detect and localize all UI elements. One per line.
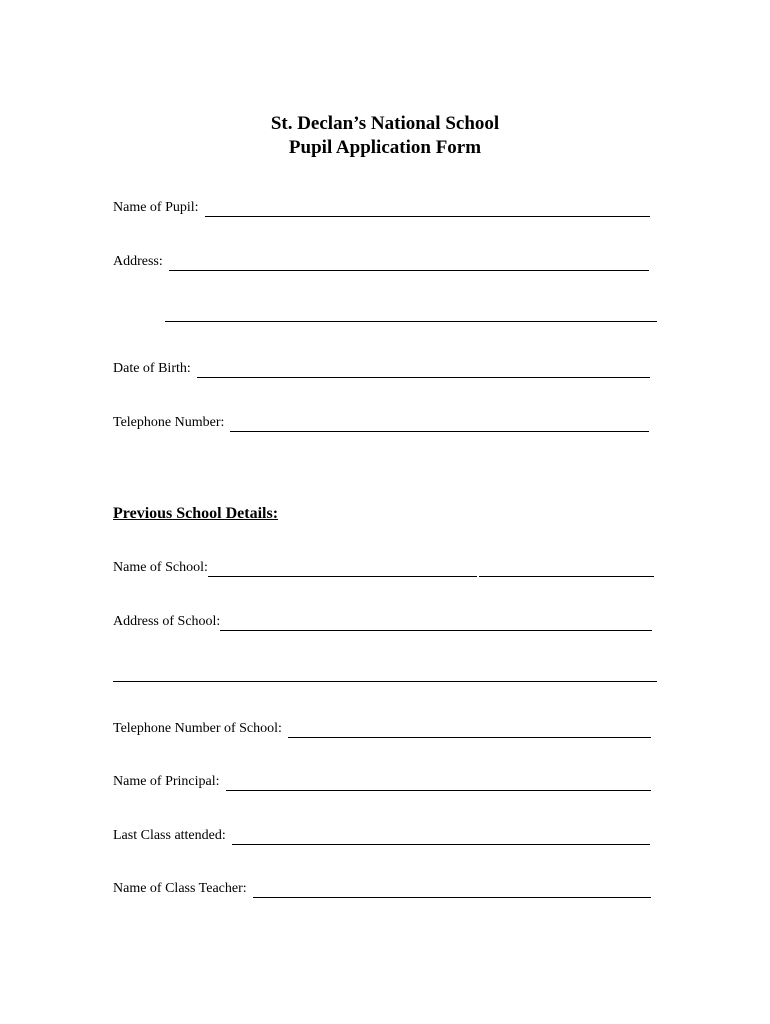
date-of-birth-field[interactable] xyxy=(197,363,650,378)
address-row xyxy=(113,251,649,271)
form-title-heading: Pupil Application Form xyxy=(288,137,482,158)
name-of-school-field[interactable] xyxy=(208,562,654,577)
date-of-birth-label: Date of Birth: xyxy=(113,361,191,376)
date-of-birth-row xyxy=(113,358,650,378)
name-of-pupil-label: Name of Pupil: xyxy=(113,200,199,215)
telephone-number-label: Telephone Number: xyxy=(113,415,225,430)
address-label: Address: xyxy=(113,254,163,269)
name-of-pupil-row xyxy=(113,197,650,217)
name-of-pupil-field[interactable] xyxy=(205,202,650,217)
name-of-class-teacher-label: Name of Class Teacher: xyxy=(113,881,247,896)
telephone-number-of-school-field[interactable] xyxy=(288,723,651,738)
last-class-attended-row xyxy=(113,825,650,845)
name-of-principal-field[interactable] xyxy=(226,776,651,791)
address-of-school-field-line-2[interactable] xyxy=(113,681,657,682)
address-of-school-label: Address of School: xyxy=(113,614,221,629)
telephone-number-of-school-label: Telephone Number of School: xyxy=(113,721,282,736)
address-of-school-row xyxy=(113,611,652,631)
previous-school-details-heading: Previous School Details: xyxy=(113,505,279,522)
name-of-school-row xyxy=(113,557,654,577)
telephone-number-field[interactable] xyxy=(230,417,649,432)
name-of-class-teacher-row xyxy=(113,878,651,898)
name-of-principal-label: Name of Principal: xyxy=(113,774,220,789)
address-field-line-2[interactable] xyxy=(165,321,657,322)
address-of-school-field-line-1[interactable] xyxy=(220,616,652,631)
telephone-number-of-school-row xyxy=(113,718,651,738)
school-name-heading: St. Declan’s National School xyxy=(270,113,500,134)
telephone-number-row xyxy=(113,412,649,432)
last-class-attended-field[interactable] xyxy=(232,830,650,845)
last-class-attended-label: Last Class attended: xyxy=(113,828,226,843)
name-of-school-label: Name of School: xyxy=(113,560,208,575)
name-of-principal-row xyxy=(113,771,651,791)
address-field-line-1[interactable] xyxy=(169,256,649,271)
name-of-class-teacher-field[interactable] xyxy=(253,883,651,898)
